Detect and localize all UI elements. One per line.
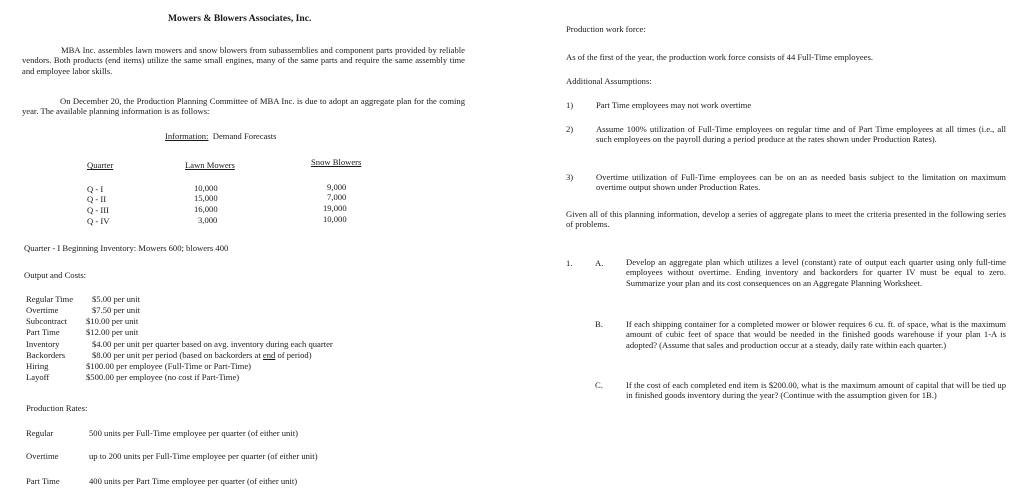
table-cell-quarter: Q - I <box>87 184 104 194</box>
rate-value: up to 200 units per Full-Time employee per quarter (of either unit) <box>89 451 318 461</box>
assumption-text: Overtime utilization of Full-Time employees can be on an as needed basis subject to the limitation on maximum overtime output shown under Production Rates. <box>596 172 1006 193</box>
table-header-blowers: Snow Blowers <box>311 157 362 167</box>
cost-row <box>26 372 239 382</box>
rate-row <box>26 476 297 486</box>
problem-letter: A. <box>595 258 604 268</box>
problem-text: If each shipping container for a completed mower or blower requires 6 cu. ft. of space, what is the maximum amount of cubic feet of space that would be needed in the finished goods warehouse if your plan 1-A is adopted? (Assume that sales and production occur at a steady, daily rate within each quarter.) <box>626 319 1006 350</box>
workforce-title: Production work force: <box>566 24 646 34</box>
rate-label: Regular <box>26 428 54 438</box>
table-cell-mowers: 16,000 <box>194 204 218 214</box>
table-cell-mowers: 3,000 <box>198 215 218 225</box>
information-label: Information: <box>165 131 209 141</box>
table-cell-blowers: 7,000 <box>327 192 347 202</box>
cost-label: Hiring <box>26 361 49 371</box>
beginning-inventory: Quarter - I Beginning Inventory: Mowers 600; blowers 400 <box>24 243 229 253</box>
cost-value: $12.00 per unit <box>86 327 139 337</box>
table-cell-quarter: Q - II <box>87 194 107 204</box>
rate-value: 400 units per Part Time employee per quarter (of either unit) <box>89 476 298 486</box>
cost-row <box>26 361 251 371</box>
table-cell-quarter: Q - III <box>87 205 109 215</box>
assumptions-title: Additional Assumptions: <box>566 76 652 86</box>
given-paragraph: Given all of this planning information, develop a series of aggregate plans to meet the criteria presented in the following series of problems. <box>566 209 1006 230</box>
problem-text: If the cost of each completed end item is $200.00, what is the maximum amount of capital that will be tied up in finished goods inventory during the year? (Continue with the assumption given for 1B.) <box>626 380 1006 401</box>
cost-row <box>26 350 312 360</box>
cost-value: $10.00 per unit <box>86 316 139 326</box>
table-header-quarter: Quarter <box>87 160 114 170</box>
cost-label: Inventory <box>26 339 60 349</box>
table-cell-quarter: Q - IV <box>87 216 110 226</box>
workforce-text: As of the first of the year, the production work force consists of 44 Full-Time employees. <box>566 52 873 62</box>
intro-paragraph: MBA Inc. assembles lawn mowers and snow blowers from subassemblies and component parts provided by reliable vendors. Both products (end items) utilize the same small engines, many of the same parts and require the same assembly time and employee labor skills. <box>22 45 465 76</box>
cost-value: $500.00 per employee (no cost if Part-Time) <box>86 372 240 382</box>
assumption-number: 2) <box>566 124 574 134</box>
cost-value <box>92 350 312 360</box>
table-cell-mowers: 10,000 <box>194 183 218 193</box>
cost-row <box>26 316 138 326</box>
cost-label: Layoff <box>26 372 50 382</box>
cost-label: Part Time <box>26 327 60 337</box>
assumption-number: 3) <box>566 172 574 182</box>
assumption-number: 1) <box>566 100 574 110</box>
table-cell-blowers: 19,000 <box>323 203 347 213</box>
cost-label: Overtime <box>26 305 59 315</box>
table-cell-mowers: 15,000 <box>194 193 218 203</box>
demand-forecast-caption <box>165 131 276 141</box>
production-rates-title: Production Rates: <box>26 403 88 413</box>
cost-row <box>26 305 140 315</box>
cost-value-part: of period) <box>275 350 312 360</box>
table-cell-blowers: 10,000 <box>323 214 347 224</box>
assumption-text: Assume 100% utilization of Full-Time employees on regular time and of Part Time employees at all times (i.e., all such employees on the payroll during a period produce at the rates shown under Production Rates). <box>596 124 1006 145</box>
problem-letter: C. <box>595 380 603 390</box>
table-header-mowers: Lawn Mowers <box>185 160 235 170</box>
rate-row <box>26 428 298 438</box>
rate-label: Part Time <box>26 476 60 486</box>
cost-value-emphasis: end <box>262 350 276 360</box>
cost-row <box>26 327 138 337</box>
problem-letter: B. <box>595 319 603 329</box>
document-title: Mowers & Blowers Associates, Inc. <box>168 13 312 24</box>
rate-label: Overtime <box>26 451 59 461</box>
cost-value: $4.00 per unit per quarter based on avg. inventory during each quarter <box>92 339 333 349</box>
assumption-text: Part Time employees may not work overtime <box>596 100 752 110</box>
rate-value: 500 units per Full-Time employee per quarter (of either unit) <box>89 428 298 438</box>
cost-label: Backorders <box>26 350 66 360</box>
output-costs-title: Output and Costs: <box>24 270 87 280</box>
cost-value: $5.00 per unit <box>92 294 140 304</box>
cost-value-part: $8.00 per unit per period (based on backorders at <box>92 350 263 360</box>
cost-label: Regular Time <box>26 294 74 304</box>
problem-number: 1. <box>566 258 573 268</box>
cost-row <box>26 294 140 304</box>
table-cell-blowers: 9,000 <box>327 182 347 192</box>
cost-value: $100.00 per employee (Full-Time or Part-Time) <box>86 361 252 371</box>
cost-value: $7.50 per unit <box>92 305 140 315</box>
problem-text: Develop an aggregate plan which utilizes a level (constant) rate of output each quarter using only full-time employees without overtime. Ending inventory and backorders for quarter IV must be equal to zero. Summarize your plan and its cost consequences on an Aggregate Planning Worksheet. <box>626 257 1006 288</box>
rate-row <box>26 451 318 461</box>
cost-row <box>26 339 333 349</box>
cost-label: Subcontract <box>26 316 68 326</box>
demand-forecast-title: Demand Forecasts <box>212 131 277 141</box>
plan-intro-paragraph: On December 20, the Production Planning Committee of MBA Inc. is due to adopt an aggregate plan for the coming year. The available planning information is as follows: <box>22 96 465 117</box>
